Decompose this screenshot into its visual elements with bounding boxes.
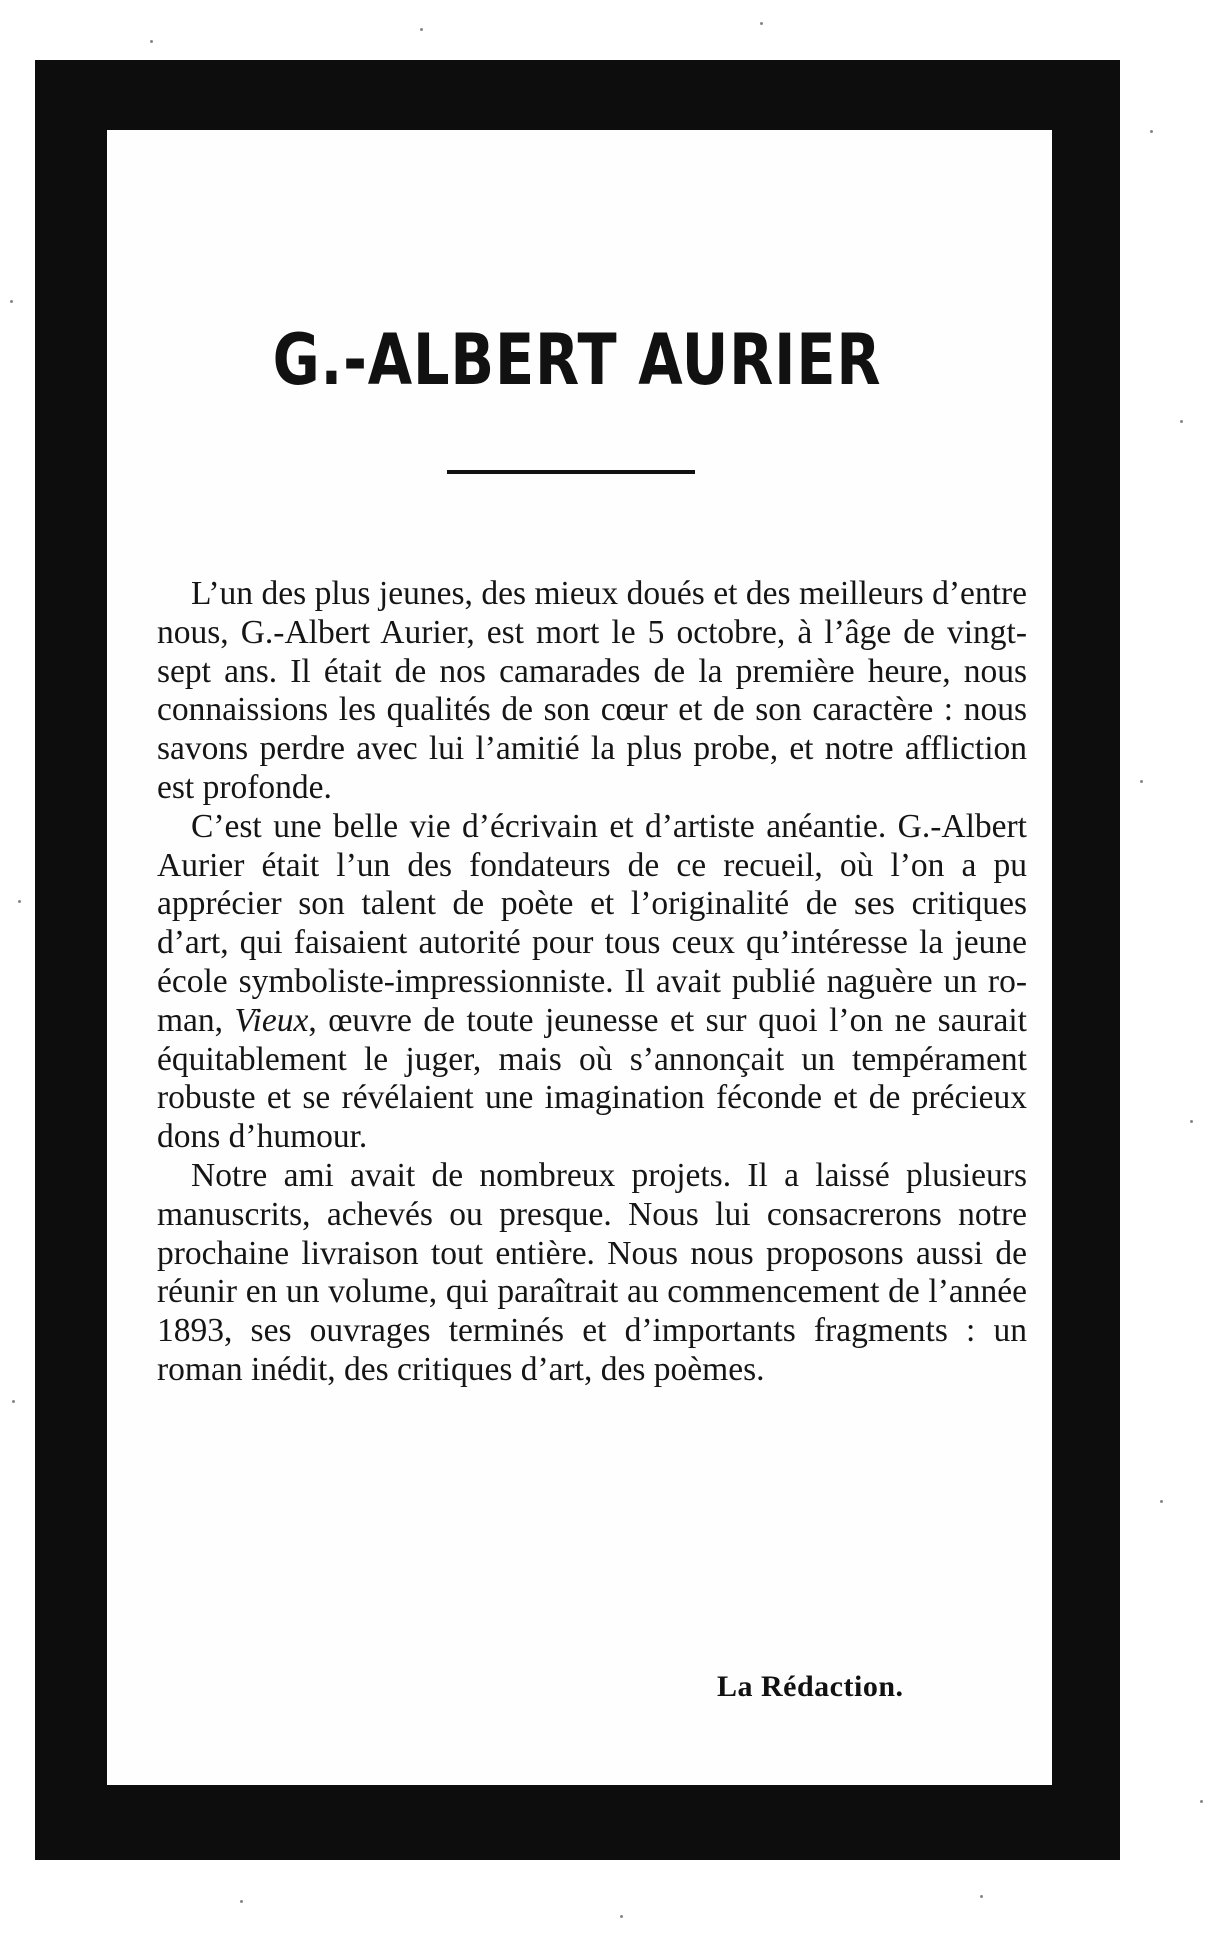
title-divider xyxy=(447,470,695,474)
notice-body xyxy=(157,575,1027,1390)
book-title: Vieux xyxy=(234,1001,309,1039)
notice-panel xyxy=(107,130,1052,1785)
signature: La Rédaction. xyxy=(717,1670,904,1703)
paragraph-text: , œuvre de toute jeunesse et sur quoi l’on ne saurait équitablement le juger, mais où s’annonçait un tempérament robuste et se révélaient une imagination féconde et de précieux dons d’humour. xyxy=(157,1001,1027,1156)
paragraph-text: L’un des plus jeunes, des mieux doués et des meilleurs d’entre nous, G.-Albert Aurier, est mort le 5 octobre, à l’âge de vingt-sept ans. Il était de nos camarades de la première heure, nous connaissions les qualités de son cœur et de son caractère : nous savons perdre avec lui l’amitié la plus probe, et notre affliction est profonde. xyxy=(157,575,1027,806)
mourning-border xyxy=(35,60,1120,1860)
page-title: G.-ALBERT AURIER xyxy=(272,319,882,401)
paragraph xyxy=(157,1157,1027,1390)
paragraph xyxy=(157,808,1027,1157)
paragraph-text: C’est une belle vie d’écrivain et d’artiste anéantie. G.-Albert Aurier était l’un des fondateurs de ce recueil, où l’on a pu apprécier son talent de poète et l’originalité de ses critiques d’art, qui faisaient autorité pour tous ceux qu’intéresse la jeune école symboliste-impressionniste. Il avait publié naguère un roman, xyxy=(157,807,1027,1039)
paragraph-text: Notre ami avait de nombreux projets. Il a laissé plusieurs manuscrits, achevés ou presque. Nous lui consacrerons notre prochaine livraison tout entière. Nous nous proposons aussi de réunir en un volume, qui paraîtrait au commencement de l’année 1893, ses ouvrages terminés et d’importants fragments : un roman inédit, des critiques d’art, des poèmes. xyxy=(157,1156,1027,1388)
paragraph xyxy=(157,575,1027,808)
